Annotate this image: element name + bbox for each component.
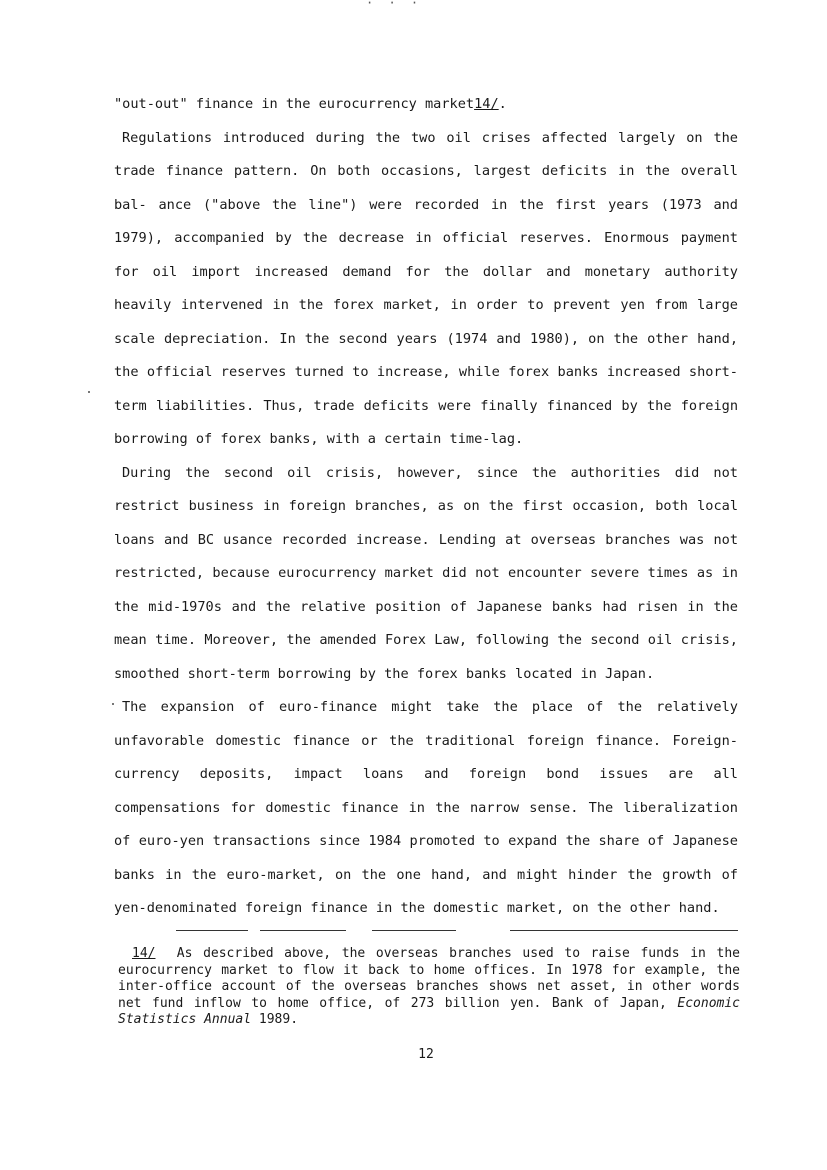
separator-segment <box>176 930 248 931</box>
footnote-14 <box>118 946 740 1029</box>
footnote-publication-title: Economic Statistics Annual <box>118 995 741 1028</box>
footnote-reference[interactable]: 14/ <box>474 96 499 112</box>
separator-segment <box>372 930 456 931</box>
paragraph-1-text: "out-out" finance in the eurocurrency market <box>114 96 475 112</box>
footnote-year: 1989. <box>258 1012 299 1028</box>
body-text <box>114 88 738 926</box>
paragraph-4: The expansion of euro-finance might take the place of the relatively unfavorable domestic finance or the traditional foreign finance. Foreign- currency deposits, impact loans and foreign bond issues are all compensations for domestic finance in the narrow sense. The liberalization of euro-yen transactions since 1984 promoted to expand the share of Japanese banks in the euro-market, on the one hand, and might hinder the growth of yen-denominated foreign finance in the domestic market, on the other hand. <box>114 699 738 916</box>
separator-segment <box>260 930 346 931</box>
scan-speck <box>88 391 90 393</box>
separator-segment <box>510 930 738 931</box>
scan-speck <box>112 703 114 705</box>
scan-mark: · · · <box>366 0 423 10</box>
paragraph-1-end: . <box>498 96 507 112</box>
footnote-text: As described above, the overseas branches used to raise funds in the eurocurrency market to flow it back to home offices. In 1978 for example, the inter-office account of the overseas branches shows net asset, in other words net fund inflow to home office, of 273 billion yen. Bank of Japan, <box>118 946 740 1011</box>
paragraph-1 <box>114 88 738 122</box>
paragraph-2: Regulations introduced during the two oil crises affected largely on the trade finance pattern. On both occasions, largest deficits in the overall bal- ance ("above the line") were recorded in the first years (1973 and 1979), accompanied by the decrease in official reserves. Enormous payment for oil import increased demand for the dollar and monetary authority heavily intervened in the forex market, in order to prevent yen from large scale depreciation. In the second years (1974 and 1980), on the other hand, the official reserves turned to increase, while forex banks increased short-term liabilities. Thus, trade deficits were finally financed by the foreign borrowing of forex banks, with a certain time-lag. <box>114 129 738 447</box>
footnote-separator <box>176 930 738 932</box>
paragraph-3: During the second oil crisis, however, since the authorities did not restrict business in foreign branches, as on the first occasion, both local loans and BC usance recorded increase. Lending at overseas branches was not restricted, because eurocurrency market did not encounter severe times as in the mid-1970s and the relative position of Japanese banks had risen in the mean time. Moreover, the amended Forex Law, following the second oil crisis, smoothed short-term borrowing by the forex banks located in Japan. <box>114 464 738 682</box>
footnote-number: 14/ <box>132 946 156 961</box>
page-number: 12 <box>418 1047 434 1062</box>
